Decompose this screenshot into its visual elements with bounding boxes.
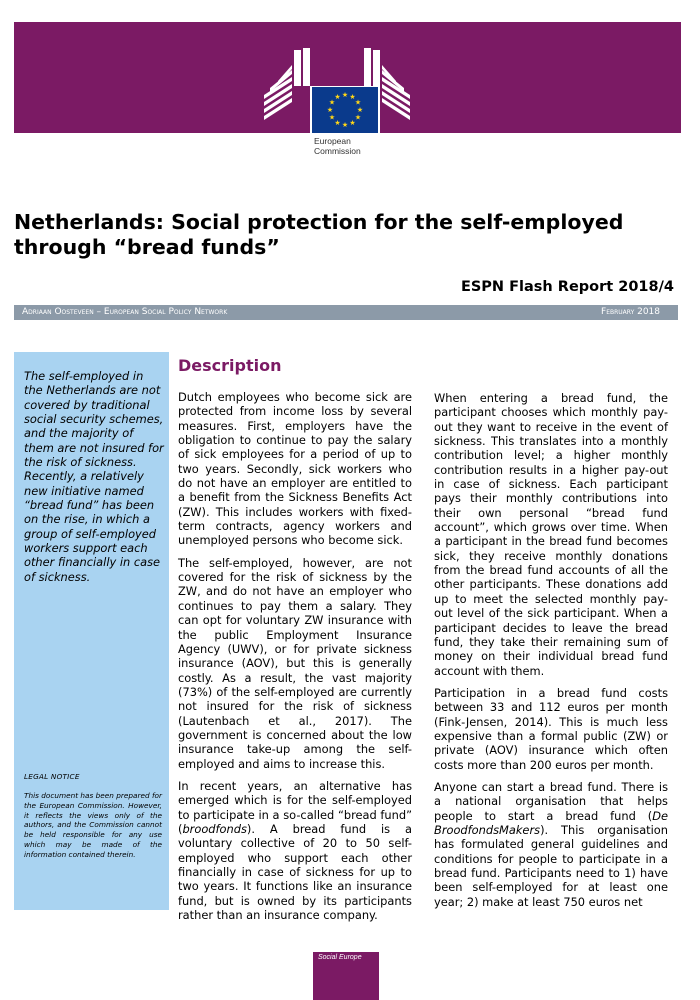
text-run: ). This organisation has formulated general guidelines and conditions for people to participate in a bread fund. Participants need to 1) have been self-employed for at least one year; 2) make at least 750 euros net	[434, 822, 668, 909]
emphasis: De BroodfondsMakers	[434, 808, 668, 837]
logo-text-line1: European	[314, 136, 351, 146]
european-commission-logo	[310, 86, 380, 166]
svg-text:★: ★	[354, 98, 362, 107]
footer-tab	[313, 952, 379, 1000]
svg-text:★: ★	[341, 91, 349, 99]
logo-text-line2: Commission	[314, 146, 361, 156]
title-line1: Netherlands: Social protection for the self-employed	[14, 210, 624, 234]
svg-text:★: ★	[349, 93, 356, 101]
svg-text:★: ★	[326, 106, 334, 114]
text-run: In recent years, an alternative has emerged which is for the self-employed to participate in a so-called “bread fund” (	[178, 778, 412, 836]
author-bar	[14, 305, 678, 320]
paragraph: Participation in a bread fund costs between 33 and 112 euros per month (Fink-Jensen, 2014). This is much less expensive than a formal public (ZW) or private (AOV) insurance which often costs more than 200 euros per month.	[434, 685, 668, 772]
text-run: ). A bread fund is a voluntary collective of 20 to 50 self-employed who support each other financially in case of sickness for up to two years. It functions like an insurance fund, but is owned by its participants rather than an insurance company.	[178, 821, 412, 923]
section-heading: Description	[178, 356, 282, 375]
report-id: ESPN Flash Report 2018/4	[460, 279, 674, 295]
paragraph: Dutch employees who become sick are protected from income loss by several measures. First, employers have the obligation to continue to pay the salary of sick employees for a period of up to two years. Secondly, sick workers who do not have an employer are entitled to a benefit from the Sickness Benefits Act (ZW). This includes workers with fixed-term contracts, agency workers and unemployed persons who become sick.	[178, 390, 412, 548]
document-title	[14, 210, 674, 260]
emphasis: broodfonds	[182, 821, 247, 836]
svg-text:★: ★	[328, 113, 336, 122]
summary-text: The self-employed in the Netherlands are not covered by traditional social security schemes, and the majority of them are not insured for the risk of sickness. Recently, a relatively new initiative named “bread fund” has been on the rise, in which a group of self-employed workers support each other financially in case of sickness.	[24, 369, 164, 584]
footer-label: Social Europe	[318, 954, 362, 961]
svg-text:★: ★	[328, 98, 336, 107]
legal-notice-heading: LEGAL NOTICE	[24, 772, 80, 781]
author-line: Adriaan Oosteveen – European Social Policy Network	[22, 307, 228, 317]
svg-text:★: ★	[354, 113, 362, 122]
text-run: Anyone can start a bread fund. There is a national organisation that helps people to start a bread fund (	[434, 779, 668, 823]
summary-sidebar	[14, 352, 169, 910]
svg-text:★: ★	[349, 119, 356, 127]
title-line2: through “bread funds”	[14, 235, 280, 259]
legal-notice-text: This document has been prepared for the European Commission. However, it reflects the views only of the authors, and the Commission cannot be held responsible for any use which may be made of the information contained therein.	[24, 791, 162, 859]
body-column-2	[434, 391, 668, 917]
paragraph: The self-employed, however, are not covered for the risk of sickness by the ZW, and do not have an employer who continues to pay them a salary. They can opt for voluntary ZW insurance with the public Employment Insurance Agency (UWV), or for private sickness insurance (AOV), but this is generally costly. As a result, the vast majority (73%) of the self-employed are currently not insured for the risk of sickness (Lautenbach et al., 2017). The government is concerned about the low insurance take-up among the self-employed and aims to increase this.	[178, 555, 412, 771]
paragraph: When entering a bread fund, the participant chooses which monthly pay-out they want to receive in the event of sickness. This translates into a monthly contribution level; a higher monthly contribution results in a higher pay-out in case of sickness. Each participant pays their monthly contributions into their own personal “bread fund account”, which grows over time. When a participant in the bread fund becomes sick, they receive monthly donations from the bread fund accounts of all the other participants. These donations add up to meet the selected monthly pay-out level of the sick participant. When a participant decides to leave the bread fund, they take their remaining sum of money on their individual bread fund account with them.	[434, 391, 668, 678]
svg-text:★: ★	[356, 106, 364, 114]
body-column-1	[178, 390, 412, 930]
svg-text:★: ★	[334, 119, 341, 127]
paragraph	[434, 780, 668, 909]
svg-text:★: ★	[334, 93, 341, 101]
logo-text	[314, 136, 361, 156]
paragraph	[178, 779, 412, 922]
eu-flag-icon	[312, 87, 378, 133]
svg-text:★: ★	[341, 121, 349, 129]
report-date: February 2018	[601, 307, 660, 317]
